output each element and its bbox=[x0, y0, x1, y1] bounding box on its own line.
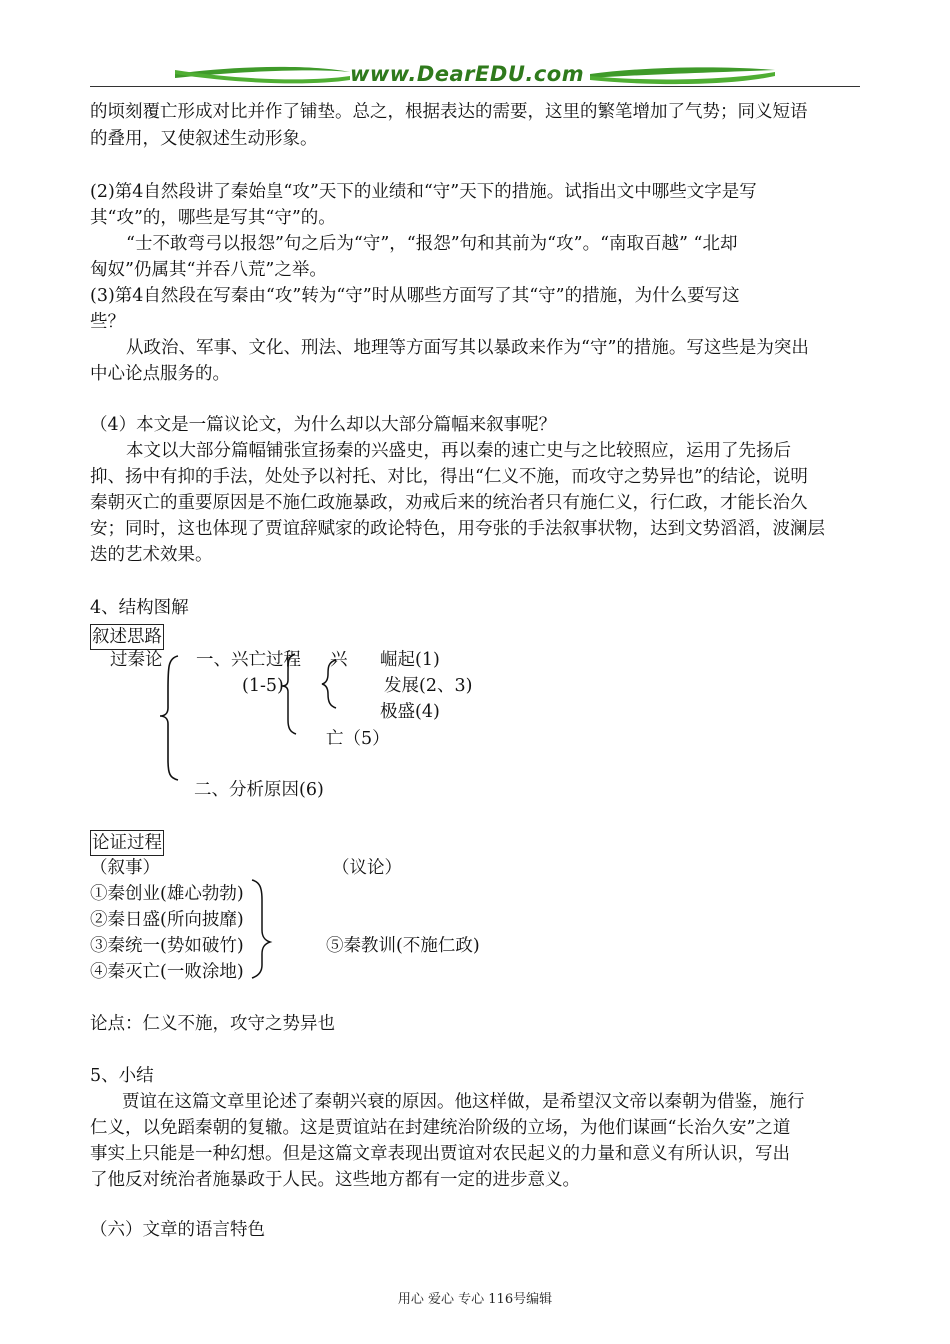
diagram-xing: 兴 bbox=[330, 650, 348, 670]
section-heading-language: （六）文章的语言特色 bbox=[90, 1220, 265, 1240]
text-line: 中心论点服务的。 bbox=[90, 364, 230, 384]
argument-item: ⑤秦教训(不施仁政) bbox=[326, 936, 480, 956]
header-logo-text: www.DearEDU.com bbox=[350, 62, 585, 86]
answer-2: “士不敢弯弓以报怨”句之后为“守”，“报怨”句和其前为“攻”。“南取百越” “北却 bbox=[126, 234, 738, 254]
narrative-item: ③秦统一(势如破竹) bbox=[90, 936, 244, 956]
narrative-item: ④秦灭亡(一败涂地) bbox=[90, 962, 244, 982]
text-line: 些？ bbox=[90, 312, 125, 332]
question-4: （4）本文是一篇议论文，为什么却以大部分篇幅来叙事呢？ bbox=[90, 415, 557, 435]
summary-line: 贾谊在这篇文章里论述了秦朝兴衰的原因。他这样做，是希望汉文帝以秦朝为借鉴，施行 bbox=[122, 1092, 805, 1112]
page-footer: 用心 爱心 专心 116号编辑 bbox=[397, 1292, 553, 1307]
question-2: (2)第4自然段讲了秦始皇“攻”天下的业绩和“守”天下的措施。试指出文中哪些文字是写 bbox=[90, 182, 757, 202]
argument-heading: （议论） bbox=[332, 858, 402, 878]
diagram-jisheng: 极盛(4) bbox=[380, 702, 440, 722]
summary-line: 事实上只能是一种幻想。但是这篇文章表现出贾谊对农民起义的力量和意义有所认识，写出 bbox=[90, 1144, 790, 1164]
text-line: 匈奴”仍属其“并吞八荒”之举。 bbox=[90, 260, 327, 280]
diagram-part1: 一、兴亡过程 bbox=[196, 650, 301, 670]
text-line: 其“攻”的，哪些是写其“守”的。 bbox=[90, 208, 336, 228]
diagram-root: 过秦论 bbox=[110, 650, 163, 670]
answer-4: 本文以大部分篇幅铺张宣扬秦的兴盛史，再以秦的速亡史与之比较照应，运用了先扬后 bbox=[126, 441, 791, 461]
narrative-item: ②秦日盛(所向披靡) bbox=[90, 910, 244, 930]
section-heading-structure: 4、结构图解 bbox=[90, 598, 189, 618]
thesis: 论点：仁义不施，攻守之势异也 bbox=[90, 1014, 335, 1034]
answer-3: 从政治、军事、文化、刑法、地理等方面写其以暴政来作为“守”的措施。写这些是为突出 bbox=[126, 338, 809, 358]
diagram-wang: 亡（5） bbox=[326, 729, 390, 749]
summary-line: 了他反对统治者施暴政于人民。这些地方都有一定的进步意义。 bbox=[90, 1170, 580, 1190]
text-line: 的叠用，又使叙述生动形象。 bbox=[90, 129, 318, 149]
boxed-label-narrative: 叙述思路 bbox=[90, 624, 164, 650]
diagram-part2: 二、分析原因(6) bbox=[194, 780, 324, 800]
diagram-jueqi: 崛起(1) bbox=[380, 650, 440, 670]
text-line: 秦朝灭亡的重要原因是不施仁政施暴政，劝戒后来的统治者只有施仁义，行仁政，才能长治久 bbox=[90, 493, 808, 513]
text-line: 安；同时，这也体现了贾谊辞赋家的政论特色，用夸张的手法叙事状物，达到文势滔滔，波澜层 bbox=[90, 519, 825, 539]
summary-line: 仁义，以免蹈秦朝的复辙。这是贾谊站在封建统治阶级的立场，为他们谋画“长治久安”之道 bbox=[90, 1118, 791, 1138]
narrative-item: ①秦创业(雄心勃勃) bbox=[90, 884, 244, 904]
boxed-label-argument: 论证过程 bbox=[90, 830, 164, 856]
text-line: 的顷刻覆亡形成对比并作了铺垫。总之，根据表达的需要，这里的繁笔增加了气势；同义短语 bbox=[90, 102, 808, 122]
narrative-heading: （叙事） bbox=[90, 858, 160, 878]
section-heading-summary: 5、小结 bbox=[90, 1066, 154, 1086]
diagram-fazhan: 发展(2、3) bbox=[384, 676, 473, 696]
diagram-part1-range: (1-5) bbox=[242, 676, 284, 696]
text-line: 迭的艺术效果。 bbox=[90, 545, 213, 565]
question-3: (3)第4自然段在写秦由“攻”转为“守”时从哪些方面写了其“守”的措施，为什么要写这 bbox=[90, 286, 740, 306]
text-line: 抑、扬中有抑的手法，处处予以衬托、对比，得出“仁义不施，而攻守之势异也”的结论，说明 bbox=[90, 467, 808, 487]
